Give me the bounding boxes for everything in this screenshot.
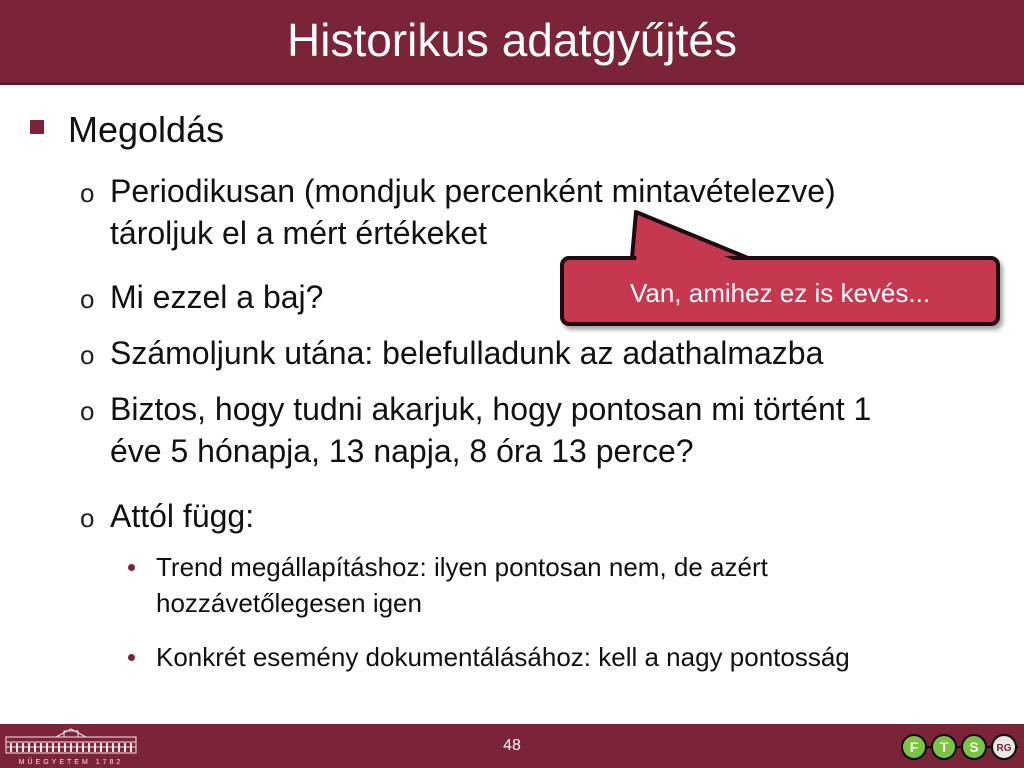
hollow-circle-bullet-icon: o (80, 396, 95, 426)
bullet-l2-szamoljunk: Számoljunk utána: belefulladunk az adathalmazba (110, 335, 824, 371)
bullet-l2-line: éve 5 hónapja, 13 napja, 8 óra 13 perce? (110, 433, 694, 469)
logo-letter-f: F (909, 739, 919, 755)
bullet-l2-attol-fugg: Attól függ: (110, 498, 255, 534)
university-building-logo (0, 725, 142, 767)
hollow-circle-bullet-icon: o (80, 503, 95, 533)
logo-letter-s: S (969, 739, 979, 755)
page-number: 48 (503, 737, 521, 754)
slide-title: Historikus adatgyűjtés (287, 14, 737, 66)
bullet-l3-konkret: Konkrét esemény dokumentálásához: kell a nagy pontosság (156, 642, 850, 672)
hollow-circle-bullet-icon: o (80, 284, 95, 314)
bullet-l2-line: Periodikusan (mondjuk percenként mintavételezve) (110, 173, 836, 209)
logo-letter-t: T (939, 739, 949, 755)
footer-bar (0, 724, 1024, 768)
bullet-l3-line: hozzávetőlegesen igen (156, 588, 422, 618)
bullet-l2-line: Biztos, hogy tudni akarjuk, hogy pontosan mi történt 1 (110, 391, 872, 427)
bullet-l2-mi-ezzel: Mi ezzel a baj? (110, 279, 324, 315)
bullet-l2-line: tároljuk el a mért értékeket (110, 215, 488, 251)
callout-text: Van, amihez ez is kevés... (629, 278, 931, 308)
logo-caption: MŰEGYETEM 1782 (18, 759, 124, 766)
hollow-circle-bullet-icon: o (80, 340, 95, 370)
logo-letter-rg: RG (996, 743, 1012, 754)
bullet-l1-megoldas: Megoldás (68, 109, 225, 150)
ftsrg-logo (896, 729, 1024, 765)
hollow-circle-bullet-icon: o (80, 178, 95, 208)
bullet-l3-line: Trend megállapításhoz: ilyen pontosan nem, de azért (156, 552, 768, 582)
